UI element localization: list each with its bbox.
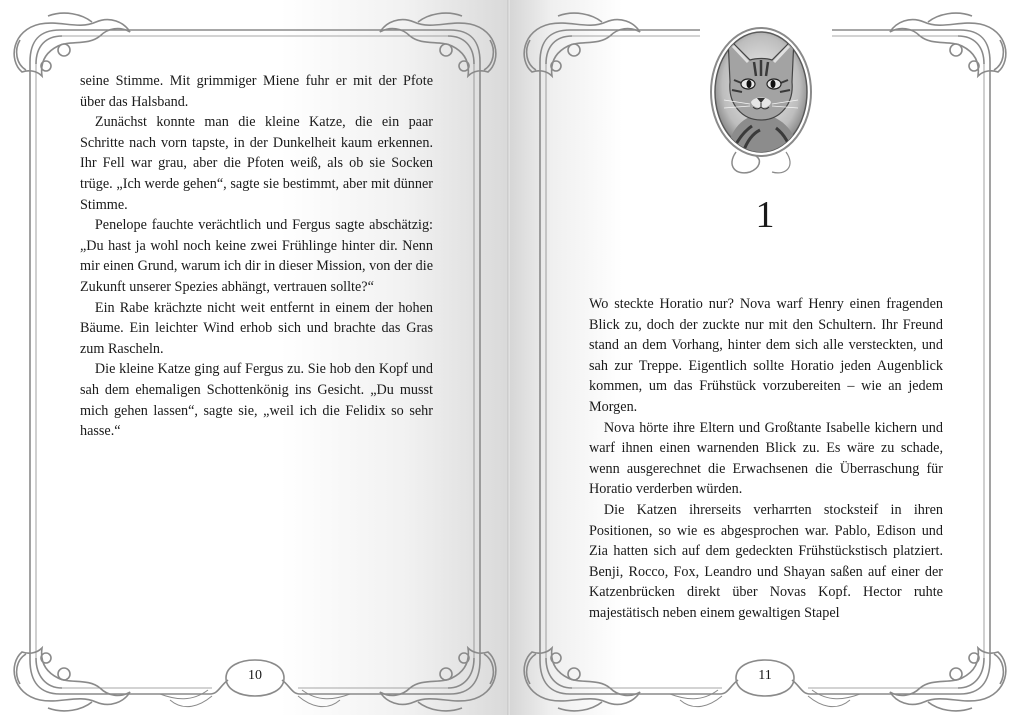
paragraph: Wo steckte Horatio nur? Nova warf Henry einen fragenden Blick zu, doch der zuckte nur mit den Schultern. Ihr Freund stand an dem Vorhang, hinter dem sich alle versteckten, und sah zur Treppe. Eigentlich sollte Horatio jeden Augenblick kommen, um das Frühstück vorzubereiten – wie an jedem Morgen.: [589, 296, 943, 415]
paragraph: Zunächst konnte man die kleine Katze, die ein paar Schritte nach vorn tapste, in der Dunkelheit kaum erkennen. Ihr Fell war grau, aber die Pfoten weiß, als ob sie Socken trüge. „Ich werde gehen“, sagte sie bestimmt, aber mit dünner Stimme.: [80, 114, 433, 213]
paragraph: Die kleine Katze ging auf Fergus zu. Sie hob den Kopf und sah dem ehemaligen Schottenkönig ins Gesicht. „Du musst mich gehen lassen“, sagte sie, „weil ich die Felidix so sehr hasse.“: [80, 361, 433, 440]
chapter-number: 1: [755, 194, 775, 236]
paragraph: seine Stimme. Mit grimmiger Miene fuhr er mit der Pfote über das Halsband.: [80, 73, 433, 110]
cat-portrait-medallion: [706, 20, 816, 178]
paragraph: Ein Rabe krächzte nicht weit entfernt in einem der hohen Bäume. Ein leichter Wind erhob sich und brachte das Gras zum Rascheln.: [80, 299, 433, 357]
paragraph: Penelope fauchte verächtlich und Fergus sagte abschätzig: „Du hast ja wohl noch keine zwei Frühlinge hinter dir. Nenn mir einen Grund, warum ich dir in dieser Mission, von der die Zukunft unserer Spezies abhängt, vertrauen sollte?“: [80, 217, 433, 295]
page-number-left: 10: [248, 668, 262, 683]
paragraph: Die Katzen ihrerseits verharrten stocksteif in ihren Positionen, so wie es abgesprochen war. Pablo, Edison und Zia hatten sich auf dem gedeckten Frühstückstisch platziert. Benji, Rocco, Fox, Leandro und Shayan saßen auf einer der Katzenbrücken direkt über Novas Kopf. Hector ruhte majestätisch neben einem gewaltigen Stapel: [589, 501, 943, 621]
right-page-text: [589, 294, 943, 624]
left-page-text: [80, 71, 433, 442]
page-number-right: 11: [758, 668, 772, 683]
paragraph: Nova hörte ihre Eltern und Großtante Isabelle kichern und warf ihnen einen warnenden Blick zu. Es wäre zu schade, wenn ausgerechnet die Erwachsenen die Überraschung für Horatio verderben würden.: [589, 419, 943, 498]
